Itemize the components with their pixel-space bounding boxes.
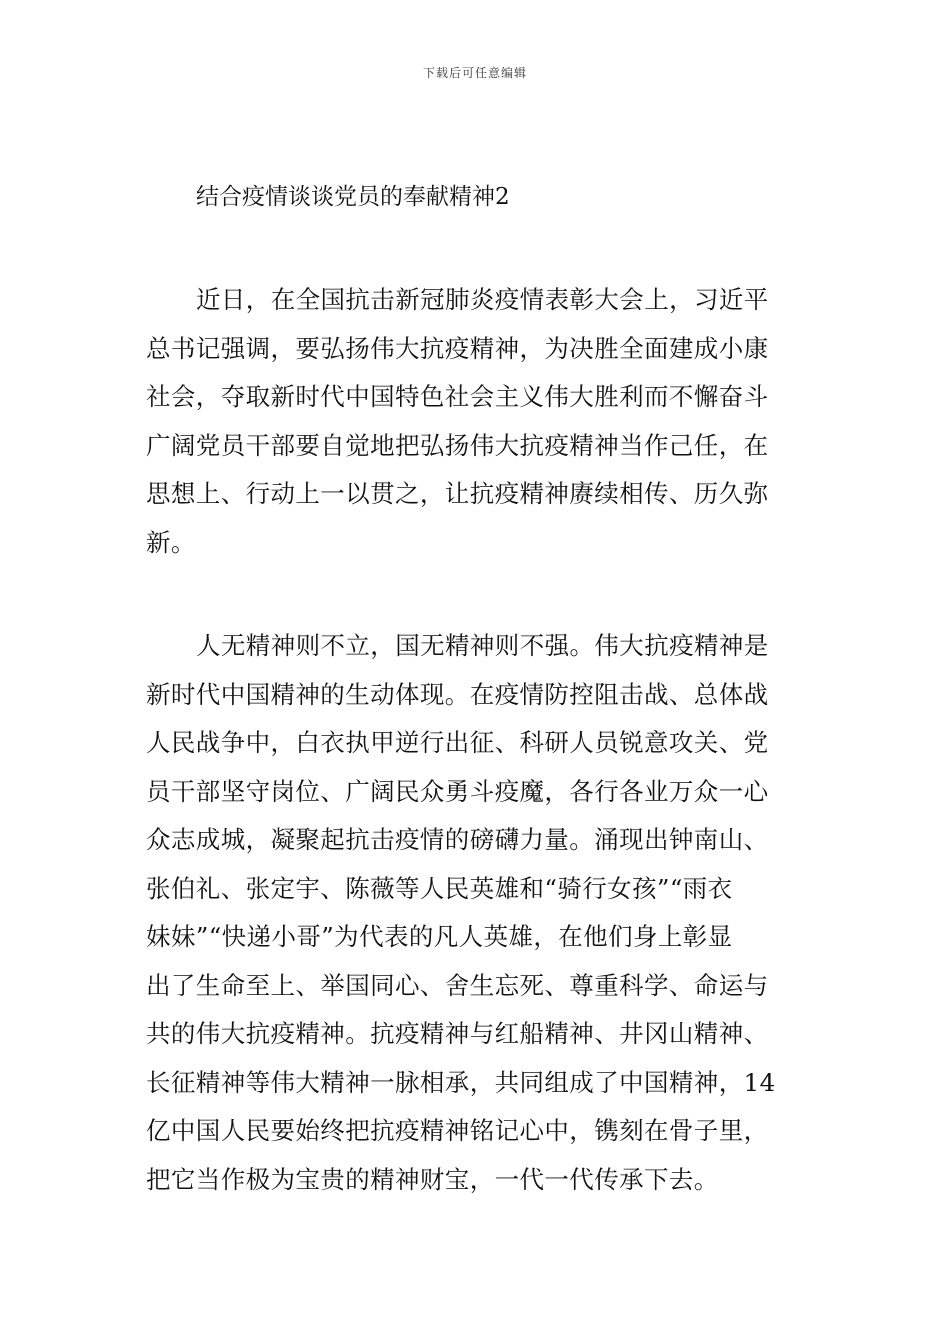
header-note: 下载后可任意编辑: [422, 66, 527, 80]
paragraph-line: 把它当作极为宝贵的精神财宝，一代一代传承下去。: [146, 1164, 719, 1194]
document-title: 结合疫情谈谈党员的奉献精神2: [196, 184, 510, 210]
paragraph-line: 人民战争中，白衣执甲逆行出征、科研人员锐意攻关、党: [146, 728, 769, 757]
paragraph-line: 长征精神等伟大精神一脉相承，共同组成了中国精神，14: [146, 1067, 776, 1097]
paragraph-line: 众志成城，凝聚起抗击疫情的磅礴力量。涌现出钟南山、: [146, 825, 769, 854]
paragraph-line: 出了生命至上、举国同心、舍生忘死、尊重科学、命运与: [146, 970, 769, 1000]
paragraph-line: 员干部坚守岗位、广阔民众勇斗疫魔，各行各业万众一心: [146, 776, 769, 806]
paragraph: [146, 276, 816, 567]
paragraph-line: 总书记强调，要弘扬伟大抗疫精神，为决胜全面建成小康: [146, 333, 769, 363]
paragraph-line: 共的伟大抗疫精神。抗疫精神与红船精神、井冈山精神、: [146, 1019, 769, 1048]
paragraph-line: 妹妹”“快递小哥”为代表的凡人英雄，在他们身上彰显: [146, 922, 733, 951]
paragraph-line: 人无精神则不立，国无精神则不强。伟大抗疫精神是: [196, 631, 769, 660]
paragraph-line: 新时代中国精神的生动体现。在疫情防控阻击战、总体战: [146, 679, 769, 709]
paragraph-line: 张伯礼、张定宇、陈薇等人民英雄和“骑行女孩”“雨衣: [146, 873, 733, 903]
paragraph-line: 亿中国人民要始终把抗疫精神铭记心中，镌刻在骨子里，: [146, 1116, 769, 1145]
paragraph-line: 新。: [146, 527, 196, 557]
paragraph-line: 近日，在全国抗击新冠肺炎疫情表彰大会上，习近平: [196, 285, 769, 314]
paragraph-line: 广阔党员干部要自觉地把弘扬伟大抗疫精神当作己任，在: [146, 430, 769, 460]
paragraph-line: 思想上、行动上一以贯之，让抗疫精神赓续相传、历久弥: [146, 479, 769, 508]
paragraph-line: 社会，夺取新时代中国特色社会主义伟大胜利而不懈奋斗: [146, 382, 769, 411]
paragraph: [146, 622, 816, 1204]
